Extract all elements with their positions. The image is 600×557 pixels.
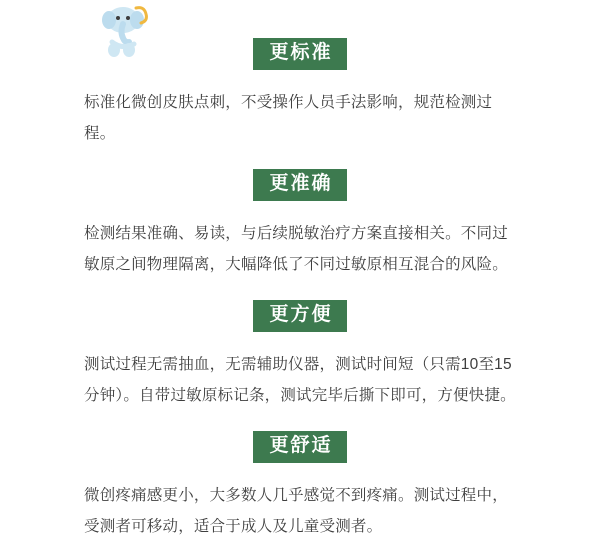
- section-heading: 更标准: [253, 38, 346, 70]
- section-body: 测试过程无需抽血，无需辅助仪器，测试时间短（只需10至15分钟）。自带过敏原标记条，测试完毕后撕下即可，方便快捷。: [84, 355, 516, 404]
- section-body: 微创疼痛感更小，大多数人几乎感觉不到疼痛。测试过程中，受测者可移动，适合于成人及儿童受测者。: [84, 486, 508, 535]
- section-heading: 更准确: [253, 169, 346, 201]
- section-heading-wrap: [0, 38, 600, 70]
- section-heading: 更舒适: [253, 431, 346, 463]
- section-body: 标准化微创皮肤点刺，不受操作人员手法影响，规范检测过程。: [84, 93, 493, 142]
- section-convenient: [0, 300, 600, 411]
- section-heading: 更方便: [253, 300, 346, 332]
- section-standard: [0, 38, 600, 149]
- section-accurate: [0, 169, 600, 280]
- section-heading-wrap: [0, 300, 600, 332]
- section-body: 检测结果准确、易读，与后续脱敏治疗方案直接相关。不同过敏原之间物理隔离，大幅降低了不同过敏原相互混合的风险。: [84, 224, 508, 273]
- section-heading-wrap: [0, 431, 600, 463]
- section-comfortable: [0, 431, 600, 542]
- section-heading-wrap: [0, 169, 600, 201]
